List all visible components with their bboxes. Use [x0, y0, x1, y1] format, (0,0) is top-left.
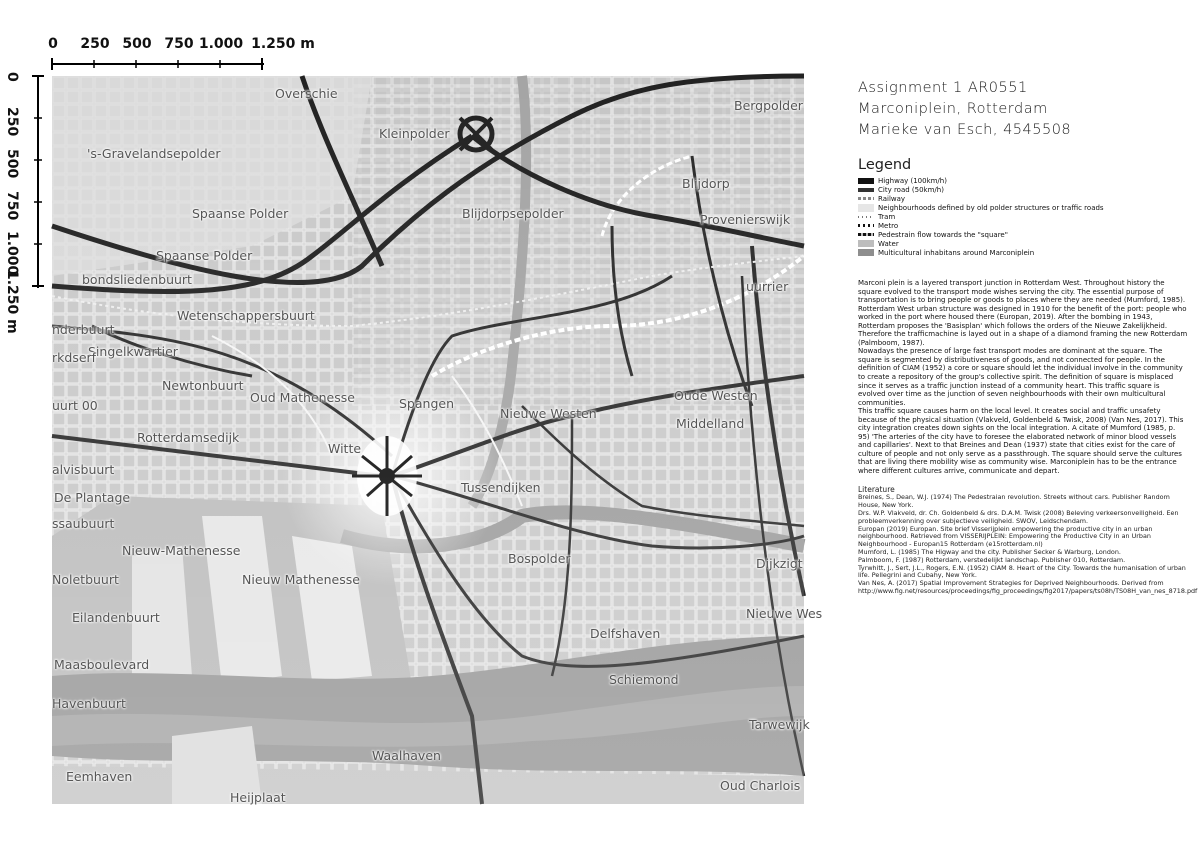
left-scale-label: 0	[4, 72, 20, 82]
literature-ref: Tyrwhitt, J., Sert, J.L., Rogers, E.N. (1952) CIAM 8. Heart of the City. Towards the humanisation of urban life. Pellegrini and Cubahy, New York.	[858, 563, 1186, 580]
place-label: Eilandenbuurt	[72, 610, 160, 625]
literature-ref: Europan (2019) Europan. Site brief Visserijplein empowering the productive city in an urban neighbourhood. Retrieved from VISSERIJPLEIN: Empowering the Productive City in an Urban Neighbourhood - Europan15 Rotterdam (e15rotterdam.nl)	[858, 524, 1153, 549]
place-label: Noletbuurt	[52, 572, 119, 587]
author-title: Marieke van Esch, 4545508	[858, 122, 1072, 138]
literature-ref: Mumford, L. (1985) The Higway and the city. Publisher Secker & Warburg, London.	[858, 547, 1121, 556]
place-label: nderbuurt	[52, 322, 115, 337]
essay-text	[858, 279, 1188, 476]
place-label: Bergpolder	[734, 98, 803, 113]
place-label: Kleinpolder	[379, 126, 450, 141]
assignment-title: Assignment 1 AR0551	[858, 80, 1028, 96]
place-label: Middelland	[676, 416, 745, 431]
place-label: Spangen	[399, 396, 454, 411]
place-label: Oude Westen	[674, 388, 758, 403]
pedestrian-swatch-icon	[858, 233, 874, 236]
legend-item	[858, 186, 1188, 194]
highway-swatch-icon	[858, 178, 874, 184]
place-label: Nieuw Mathenesse	[242, 572, 360, 587]
legend-label: Tram	[878, 213, 896, 221]
place-label: 's-Gravelandsepolder	[87, 146, 221, 161]
place-label: Schiemond	[609, 672, 679, 687]
literature-ref: Breines, S., Dean, W.J. (1974) The Pedestraian revolution. Streets without cars. Publisher Random House, New York.	[858, 493, 1170, 510]
place-label: Tussendijken	[461, 480, 541, 495]
literature-title: Literature	[858, 484, 895, 494]
place-label: Heijplaat	[230, 790, 286, 805]
place-label: Blijdorpsepolder	[462, 206, 564, 221]
place-label: Oud Charlois	[720, 778, 801, 793]
place-label: uurrier	[746, 279, 789, 294]
top-scale-label: 1.000	[198, 36, 244, 52]
legend-item	[858, 195, 1188, 203]
legend-label: Water	[878, 240, 899, 248]
legend-label: City road (50km/h)	[878, 186, 944, 194]
place-label: ssaubuurt	[52, 516, 115, 531]
legend-label: Railway	[878, 195, 906, 203]
place-label: Tarwewijk	[749, 717, 810, 732]
legend-item	[858, 231, 1188, 239]
left-scalebar-line	[30, 74, 46, 294]
left-scale-label: 750	[4, 191, 20, 221]
place-label: Singelkwartier	[88, 344, 178, 359]
top-scale-label: 1.250 m	[251, 36, 315, 52]
legend-item	[858, 177, 1188, 185]
left-scale-label: 1.000	[4, 231, 20, 276]
railway-swatch-icon	[858, 197, 874, 200]
place-label: Delfshaven	[590, 626, 661, 641]
essay-paragraph: Nowadays the presence of large fast transport modes are dominant at the square. The square is segmented by distributiveness of goods, and not connected for people. In the definition of CIAM (1952) a core or square should let the individual involve in the community to create a repository of the group's collective spirit. The definition of square is misplaced since it serves as a traffic junction instead of a community heart. This traffic square is evolved over time as the junction of seven neighbourhoods with their own multicultural communities.	[858, 347, 1183, 407]
legend-label: Neighbourhoods defined by old polder structures or traffic roads	[878, 204, 1104, 212]
literature-ref: Drs. W.P. Vlakveld, dr. Ch. Goldenbeld & drs. D.A.M. Twisk (2008) Beleving verkeersonveiligheid. Een probleemverkenning over subjectieve veiligheid. SWOV, Leidschendam.	[858, 508, 1179, 525]
place-label: Blijdorp	[682, 176, 730, 191]
legend-item	[858, 204, 1188, 212]
place-label: Waalhaven	[372, 748, 441, 763]
legend-title: Legend	[858, 157, 912, 173]
place-label: Witte	[328, 441, 362, 456]
place-label: uurt 00	[52, 398, 98, 413]
left-scale-label: 500	[4, 149, 20, 179]
place-label: De Plantage	[54, 490, 131, 505]
literature-section	[858, 484, 1198, 596]
legend-item	[858, 240, 1188, 248]
place-label: Dijkzigt	[756, 556, 803, 571]
top-scalebar-line	[50, 56, 270, 72]
tram-swatch-icon	[858, 216, 874, 218]
left-scale-label: 250	[4, 107, 20, 137]
place-label: Nieuwe Wes	[746, 606, 823, 621]
legend-label: Highway (100km/h)	[878, 177, 947, 185]
place-label: Havenbuurt	[52, 696, 126, 711]
essay-paragraph: Marconi plein is a layered transport junction in Rotterdam West. Throughout history the square evolved to the transport mode wishes serving the city. The essential purpose of transportation is to bring people or goods to places where they are needed (Mumford, 1985). Rotterdam West urban structure was designed in 1910 for the benefit of the port: people who worked in the port where housed there (Europan, 2019). After the bombing in 1943, Rotterdam proposes the 'Basisplan' which follows the orders of the Nieuwe Zakelijkheid. Therefore the trafficmachine is layed out in a shape of a diamond framing the new Rotterdam (Palmboom, 1987).	[858, 279, 1188, 347]
place-label: alvisbuurt	[52, 462, 115, 477]
literature-ref: Palmboom, F. (1987) Rotterdam, verstedelijkt landschap. Publisher 010, Rotterdam.	[858, 555, 1126, 564]
info-panel	[858, 78, 1198, 596]
water-swatch-icon	[858, 240, 874, 247]
left-scale-label: 1.250 m	[4, 270, 20, 334]
place-label: Rotterdamsedijk	[137, 430, 240, 445]
top-scale-label: 250	[80, 36, 110, 52]
legend-item	[858, 213, 1188, 221]
place-label: Newtonbuurt	[162, 378, 244, 393]
top-scale-label: 500	[122, 36, 152, 52]
place-label: rkdserf	[52, 350, 97, 365]
legend-label: Pedestrain flow towards the "square"	[878, 231, 1008, 239]
place-label: bondsliedenbuurt	[82, 272, 192, 287]
place-label: Oud Mathenesse	[250, 390, 355, 405]
essay-paragraph: This traffic square causes harm on the local level. It creates social and traffic unsafety because of the physical situation (Vlakveld, Goldenbeld & Twisk, 2008) (Van Nes, 2017). This city integration creates down sights on the local integration. A citate of Mumford (1985, p. 95) 'The arteries of the city have to foresee the elaborated network of minor blood vessels and capillaries'. Next to that Breines and Dean (1937) state that cities exist for the care of culture of people and not only serve as a passthrough. The square should serve the cultures that are living there mobility wise as community wise. Marconiplein has to be the entrance where different cultures arrive, communicate and depart.	[858, 407, 1184, 476]
place-label: Provenierswijk	[700, 212, 791, 227]
place-label: Spaanse Polder	[192, 206, 289, 221]
place-label: Eemhaven	[66, 769, 133, 784]
legend-label: Multicultural inhabitans around Marconiplein	[878, 249, 1035, 257]
multicultural-swatch-icon	[858, 249, 874, 256]
place-label: Bospolder	[508, 551, 571, 566]
legend-label: Metro	[878, 222, 899, 230]
place-label: Wetenschappersbuurt	[177, 308, 315, 323]
location-title: Marconiplein, Rotterdam	[858, 101, 1048, 117]
top-scale-label: 750	[164, 36, 194, 52]
map-canvas[interactable]	[52, 76, 823, 805]
place-label: Nieuwe Westen	[500, 406, 597, 421]
legend	[858, 177, 1188, 257]
literature-ref: Van Nes, A. (2017) Spatial Improvement Strategies for Deprived Neighbourhoods. Derived from http://www.fig.net/resources/proceedings/fig_proceedings/fig2017/papers/ts08h/TS08H_van_nes_8718.pdf	[858, 579, 1198, 595]
place-label: Nieuw-Mathenesse	[122, 543, 241, 558]
cityroad-swatch-icon	[858, 188, 874, 192]
place-label: Maasboulevard	[54, 657, 150, 672]
top-scale-label: 0	[48, 36, 58, 52]
legend-item	[858, 222, 1188, 230]
place-label: Overschie	[275, 86, 338, 101]
metro-swatch-icon	[858, 224, 874, 227]
place-label: Spaanse Polder	[156, 248, 253, 263]
legend-item	[858, 249, 1188, 257]
neighbourhood-swatch-icon	[858, 204, 874, 212]
